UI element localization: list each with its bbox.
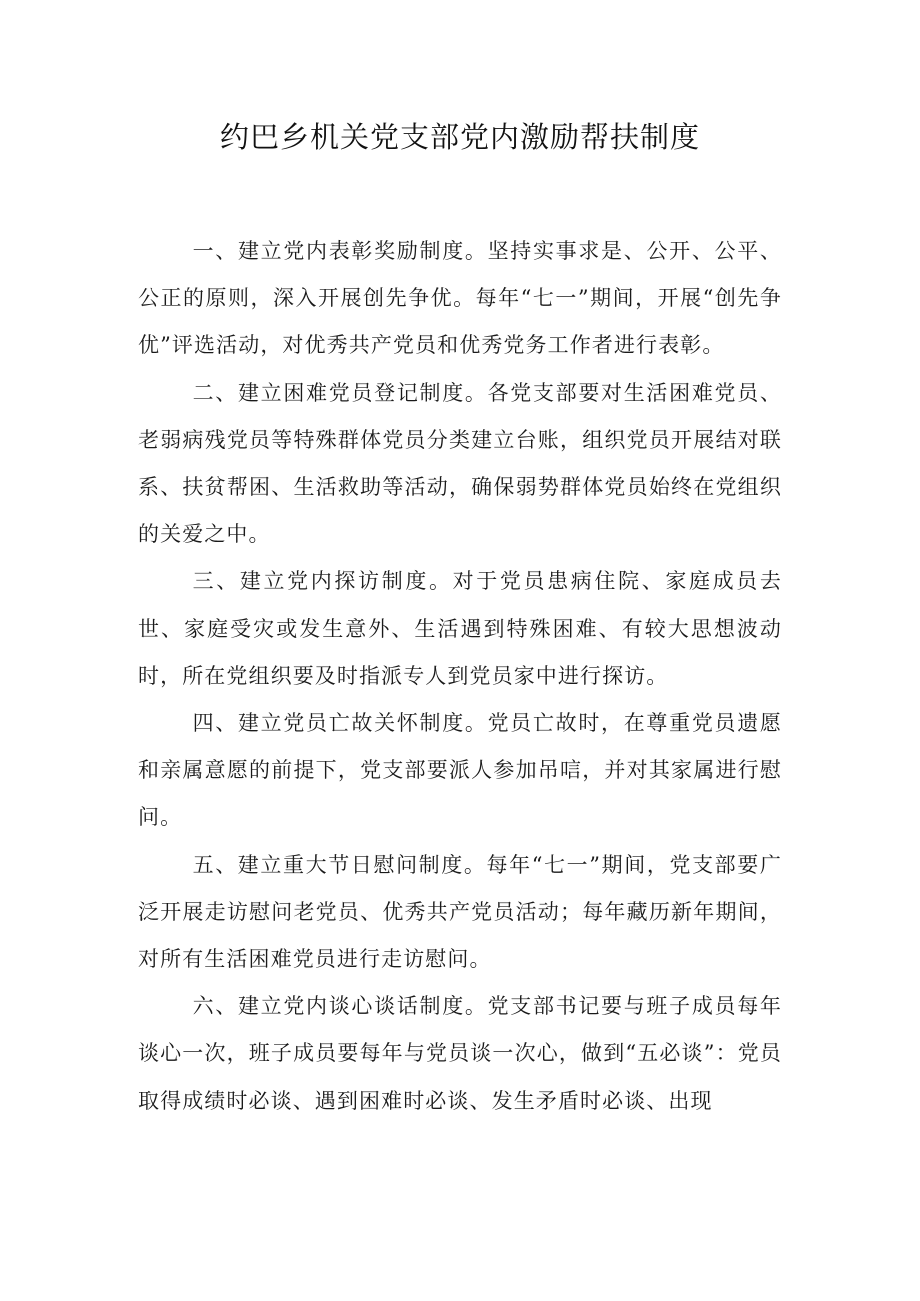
paragraph-holiday-condolence: 五、建立重大节日慰问制度。每年“七一”期间，党支部要广泛开展走访慰问老党员、优秀共产党员活动；每年藏历新年期间，对所有生活困难党员进行走访慰问。 [138,852,782,972]
paragraph-heart-to-heart-talks: 六、建立党内谈心谈话制度。党支部书记要与班子成员每年谈心一次，班子成员要每年与党员谈一次心，做到“五必谈”：党员取得成绩时必谈、遇到困难时必谈、发生矛盾时必谈、出现 [138,994,782,1113]
paragraph-bereavement-care: 四、建立党员亡故关怀制度。党员亡故时，在尊重党员遗愿和亲属意愿的前提下，党支部要派人参加吊唁，并对其家属进行慰问。 [138,711,782,830]
document-title: 约巴乡机关党支部党内激励帮扶制度 [219,120,700,154]
paragraph-needy-registration: 二、建立困难党员登记制度。各党支部要对生活困难党员、老弱病残党员等特殊群体党员分类建立台账，组织党员开展结对联系、扶贫帮困、生活救助等活动，确保弱势群体党员始终在党组织的关爱之中。 [138,380,782,547]
document-body [138,228,782,1125]
paragraph-visits: 三、建立党内探访制度。对于党员患病住院、家庭成员去世、家庭受灾或发生意外、生活遇到特殊困难、有较大思想波动时，所在党组织要及时指派专人到党员家中进行探访。 [138,569,782,688]
paragraph-commendation: 一、建立党内表彰奖励制度。坚持实事求是、公开、公平、公正的原则，深入开展创先争优。每年“七一”期间，开展“创先争优”评选活动，对优秀共产党员和优秀党务工作者进行表彰。 [138,239,782,358]
